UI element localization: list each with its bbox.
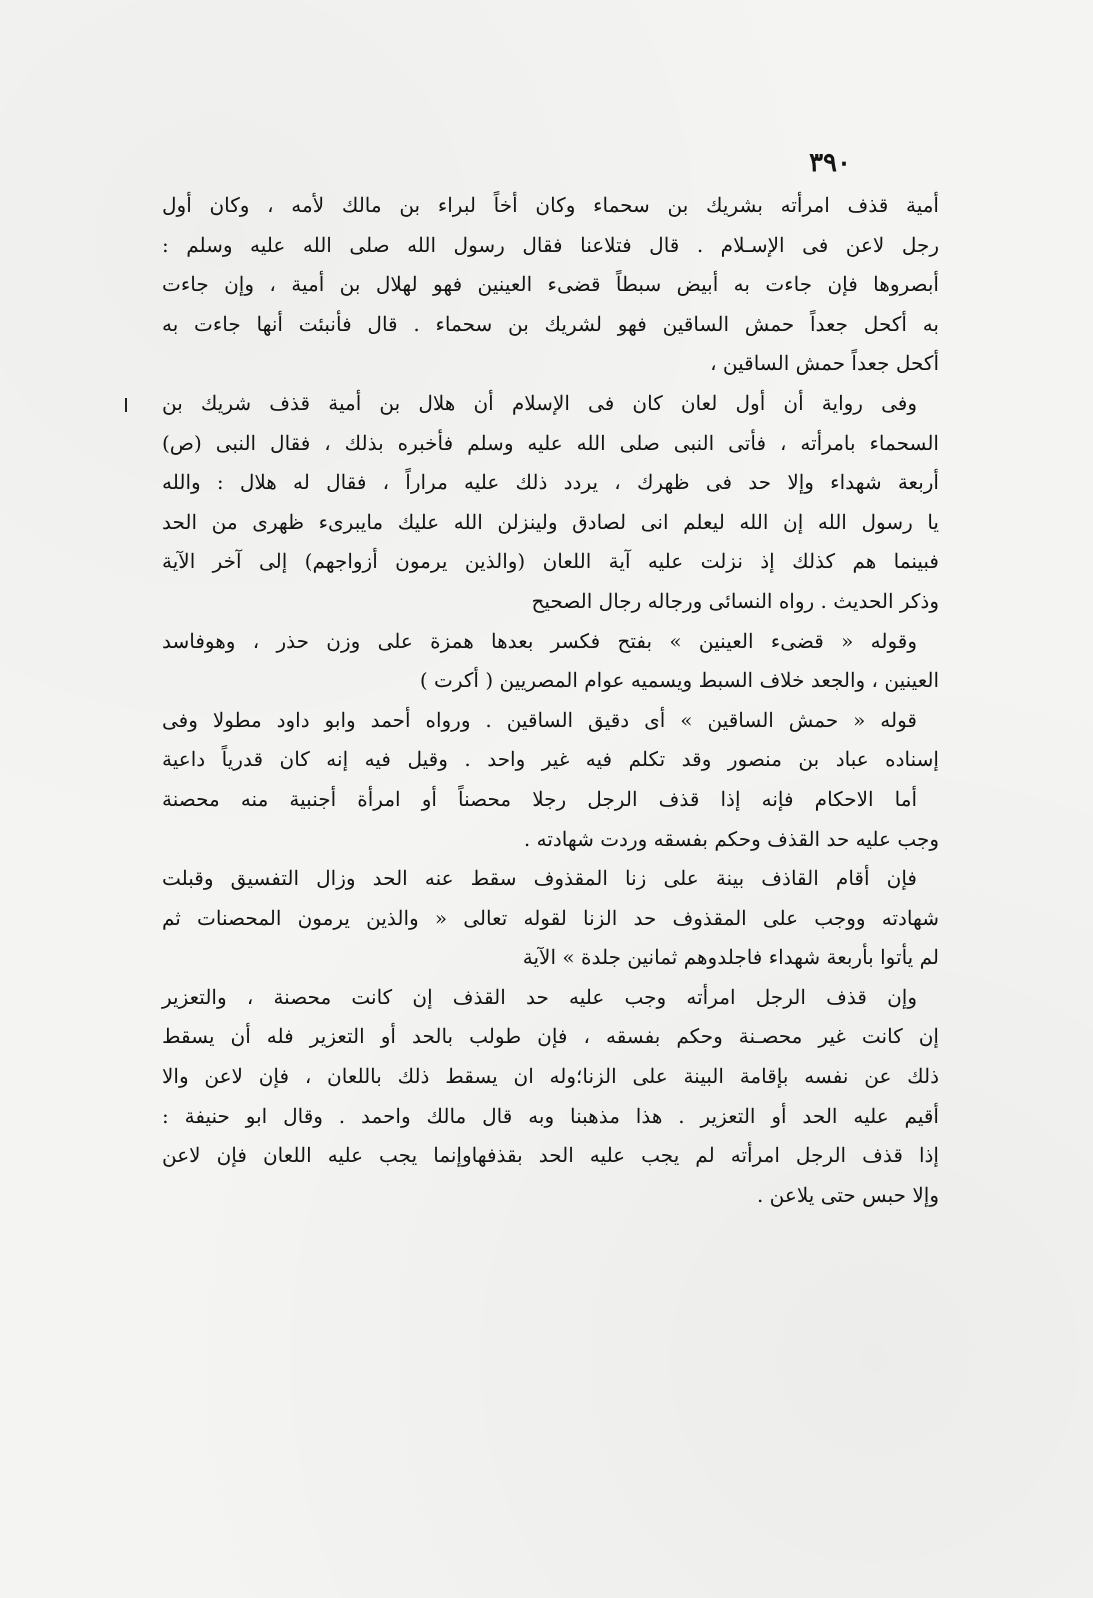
text-line: أقيم عليه الحد أو التعزير . هذا مذهبنا وبه قال مالك واحمد . وقال ابو حنيفة :: [162, 1103, 939, 1128]
text-line: العينين ، والجعد خلاف السبط ويسميه عوام المصريين ( أكرت ): [419, 668, 939, 693]
text-line: أما الاحكام فإنه إذا قذف الرجل رجلا محصناً أو امرأة أجنبية منه محصنة: [162, 786, 917, 811]
body-text: [162, 186, 939, 1215]
margin-mark: [125, 398, 127, 412]
text-line: لم يأتوا بأربعة شهداء فاجلدوهم ثمانين جلدة » الآية: [522, 945, 939, 970]
text-line: يا رسول الله إن الله ليعلم انى لصادق ولينزلن الله عليك مايبرىء ظهرى من الحد: [162, 509, 939, 534]
text-line: وفى رواية أن أول لعان كان فى الإسلام أن هلال بن أمية قذف شريك بن: [162, 390, 917, 415]
text-line: قوله « حمش الساقين » أى دقيق الساقين . ورواه أحمد وابو داود مطولا وفى: [162, 707, 917, 732]
text-line: وقوله « قضىء العينين » بفتح فكسر بعدها همزة على وزن حذر ، وهوفاسد: [162, 628, 917, 653]
text-line: إسناده عباد بن منصور وقد تكلم فيه غير واحد . وقيل فيه إنه كان قدرياً داعية: [162, 747, 939, 772]
text-line: وإلا حبس حتى يلاعن .: [756, 1182, 939, 1207]
page-number: ٣٩٠: [809, 148, 851, 178]
text-line: به أكحل جعداً حمش الساقين فهو لشريك بن سحماء . قال فأنبئت أنها جاءت به: [162, 311, 939, 336]
text-line: ذلك عن نفسه بإقامة البينة على الزنا؛وله ان يسقط ذلك باللعان ، فإن لاعن والا: [162, 1064, 939, 1089]
text-line: أربعة شهداء وإلا حد فى ظهرك ، يردد ذلك عليه مراراً ، فقال له هلال : والله: [162, 470, 939, 495]
text-line: أمية قذف امرأته بشريك بن سحماء وكان أخاً لبراء بن مالك لأمه ، وكان أول: [162, 193, 939, 217]
text-line: إن كانت غير محصـنة وحكم بفسقه ، فإن طولب بالحد أو التعزير فله أن يسقط: [162, 1024, 939, 1049]
text-line: رجل لاعن فى الإسـلام . قال فتلاعنا فقال رسول الله صلى الله عليه وسلم :: [162, 232, 939, 257]
text-line: أبصروها فإن جاءت به أبيض سبطاً قضىء العينين فهو لهلال بن أمية ، وإن جاءت: [162, 272, 939, 297]
text-line: فبينما هم كذلك إذ نزلت عليه آية اللعان (والذين يرمون أزواجهم) إلى آخر الآية: [162, 549, 939, 574]
text-line: وذكر الحديث . رواه النسائى ورجاله رجال الصحيح: [531, 588, 939, 613]
text-line: وإن قذف الرجل امرأته وجب عليه حد القذف إن كانت محصنة ، والتعزير: [162, 984, 917, 1009]
text-line: فإن أقام القاذف بينة على زنا المقذوف سقط عنه الحد وزال التفسيق وقبلت: [162, 866, 917, 891]
text-line: شهادته ووجب على المقذوف حد الزنا لقوله تعالى « والذين يرمون المحصنات ثم: [162, 905, 939, 930]
text-line: أكحل جعداً حمش الساقين ،: [710, 351, 939, 376]
text-line: وجب عليه حد القذف وحكم بفسقه وردت شهادته .: [523, 826, 939, 851]
text-line: السحماء بامرأته ، فأتى النبى صلى الله عليه وسلم فأخبره بذلك ، فقال النبى (ص): [162, 430, 939, 455]
text-line: إذا قذف الرجل امرأته لم يجب عليه الحد بقذفهاوإنما يجب عليه اللعان فإن لاعن: [162, 1143, 939, 1168]
